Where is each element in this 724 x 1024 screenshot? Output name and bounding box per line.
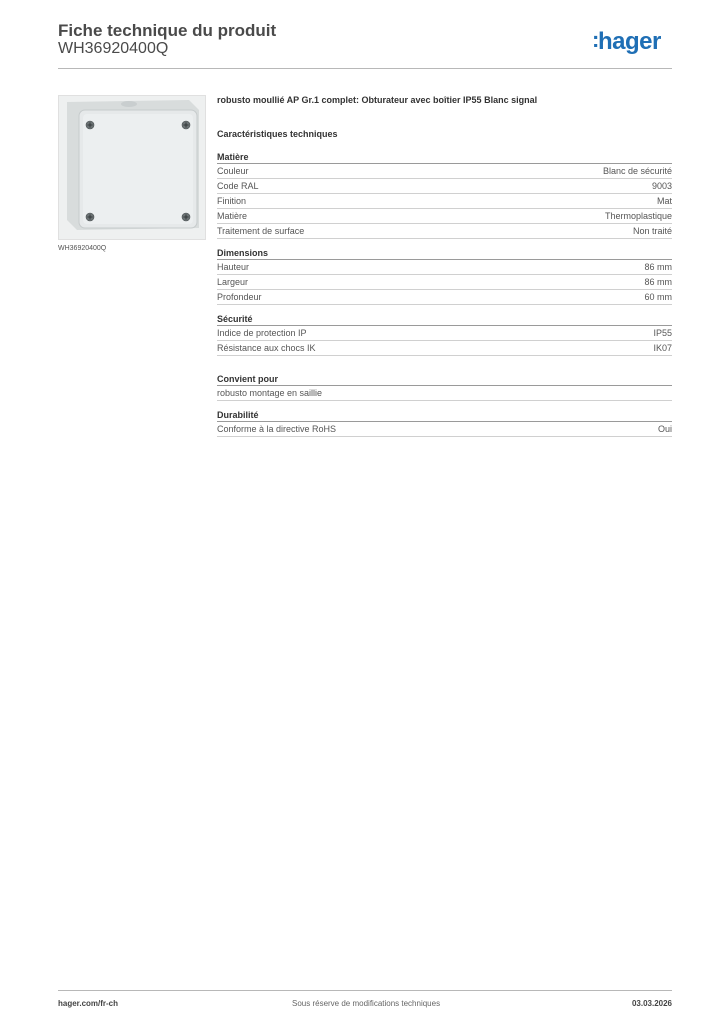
enclosure-box-icon: [59, 96, 205, 239]
spec-row: [217, 326, 672, 341]
spec-row: [217, 164, 672, 179]
spec-value: 86 mm: [644, 277, 672, 287]
section-matiere: [217, 150, 672, 239]
footer-divider: [58, 990, 672, 991]
logo-text: hager: [598, 28, 661, 55]
spec-label: Code RAL: [217, 181, 259, 191]
logo-dots-icon: :: [592, 27, 599, 52]
footer-website-link[interactable]: hager.com/fr-ch: [58, 999, 119, 1008]
spec-value: 86 mm: [644, 262, 672, 272]
header-divider: [58, 68, 672, 69]
spec-label: Traitement de surface: [217, 226, 305, 236]
tech-characteristics-title: Caractéristiques techniques: [217, 129, 338, 139]
spec-content: [217, 93, 672, 444]
section-title: Matière: [217, 150, 672, 164]
spec-row: [217, 194, 672, 209]
image-caption: WH36920400Q: [58, 245, 107, 252]
spec-value: Oui: [657, 424, 672, 434]
spec-value: IP55: [653, 328, 672, 338]
spec-value: 9003: [651, 181, 672, 191]
spec-label: Conforme à la directive RoHS: [217, 424, 337, 434]
footer-note: Sous réserve de modifications techniques: [292, 999, 441, 1008]
spec-row: [217, 224, 672, 239]
footer-date: 03.03.2026: [631, 999, 672, 1008]
spec-row: [217, 275, 672, 290]
section-securite: [217, 312, 672, 356]
spec-label: Couleur: [217, 166, 249, 176]
page-title: Fiche technique du produit: [58, 21, 277, 40]
spec-row: [217, 341, 672, 356]
product-image: [58, 95, 206, 240]
spec-label: Finition: [217, 196, 247, 206]
spec-label: robusto montage en saillie: [217, 388, 323, 398]
section-title: Convient pour: [217, 372, 672, 386]
spec-value: Non traité: [632, 226, 672, 236]
spec-label: Indice de protection IP: [217, 328, 307, 338]
spec-value: Thermoplastique: [604, 211, 672, 221]
spec-row: [217, 422, 672, 437]
spec-row: [217, 260, 672, 275]
spec-value: IK07: [653, 343, 672, 353]
section-dimensions: [217, 246, 672, 305]
product-code: WH36920400Q: [58, 40, 169, 57]
section-title: Dimensions: [217, 246, 672, 260]
spec-row: [217, 290, 672, 305]
section-durabilite: [217, 408, 672, 437]
spec-value: Mat: [656, 196, 672, 206]
spec-label: Hauteur: [217, 262, 250, 272]
spec-label: Profondeur: [217, 292, 262, 302]
spec-label: Matière: [217, 211, 248, 221]
section-title: Durabilité: [217, 408, 672, 422]
spec-value: 60 mm: [644, 292, 672, 302]
spec-row: [217, 386, 672, 401]
spec-label: Résistance aux chocs IK: [217, 343, 316, 353]
hager-logo[interactable]: [592, 28, 661, 56]
product-title: robusto moullié AP Gr.1 complet: Obturateur avec boîtier IP55 Blanc signal: [217, 95, 538, 105]
section-title: Sécurité: [217, 312, 672, 326]
section-convient-pour: [217, 372, 672, 401]
spec-row: [217, 179, 672, 194]
spec-label: Largeur: [217, 277, 249, 287]
spec-row: [217, 209, 672, 224]
spec-value: Blanc de sécurité: [602, 166, 672, 176]
